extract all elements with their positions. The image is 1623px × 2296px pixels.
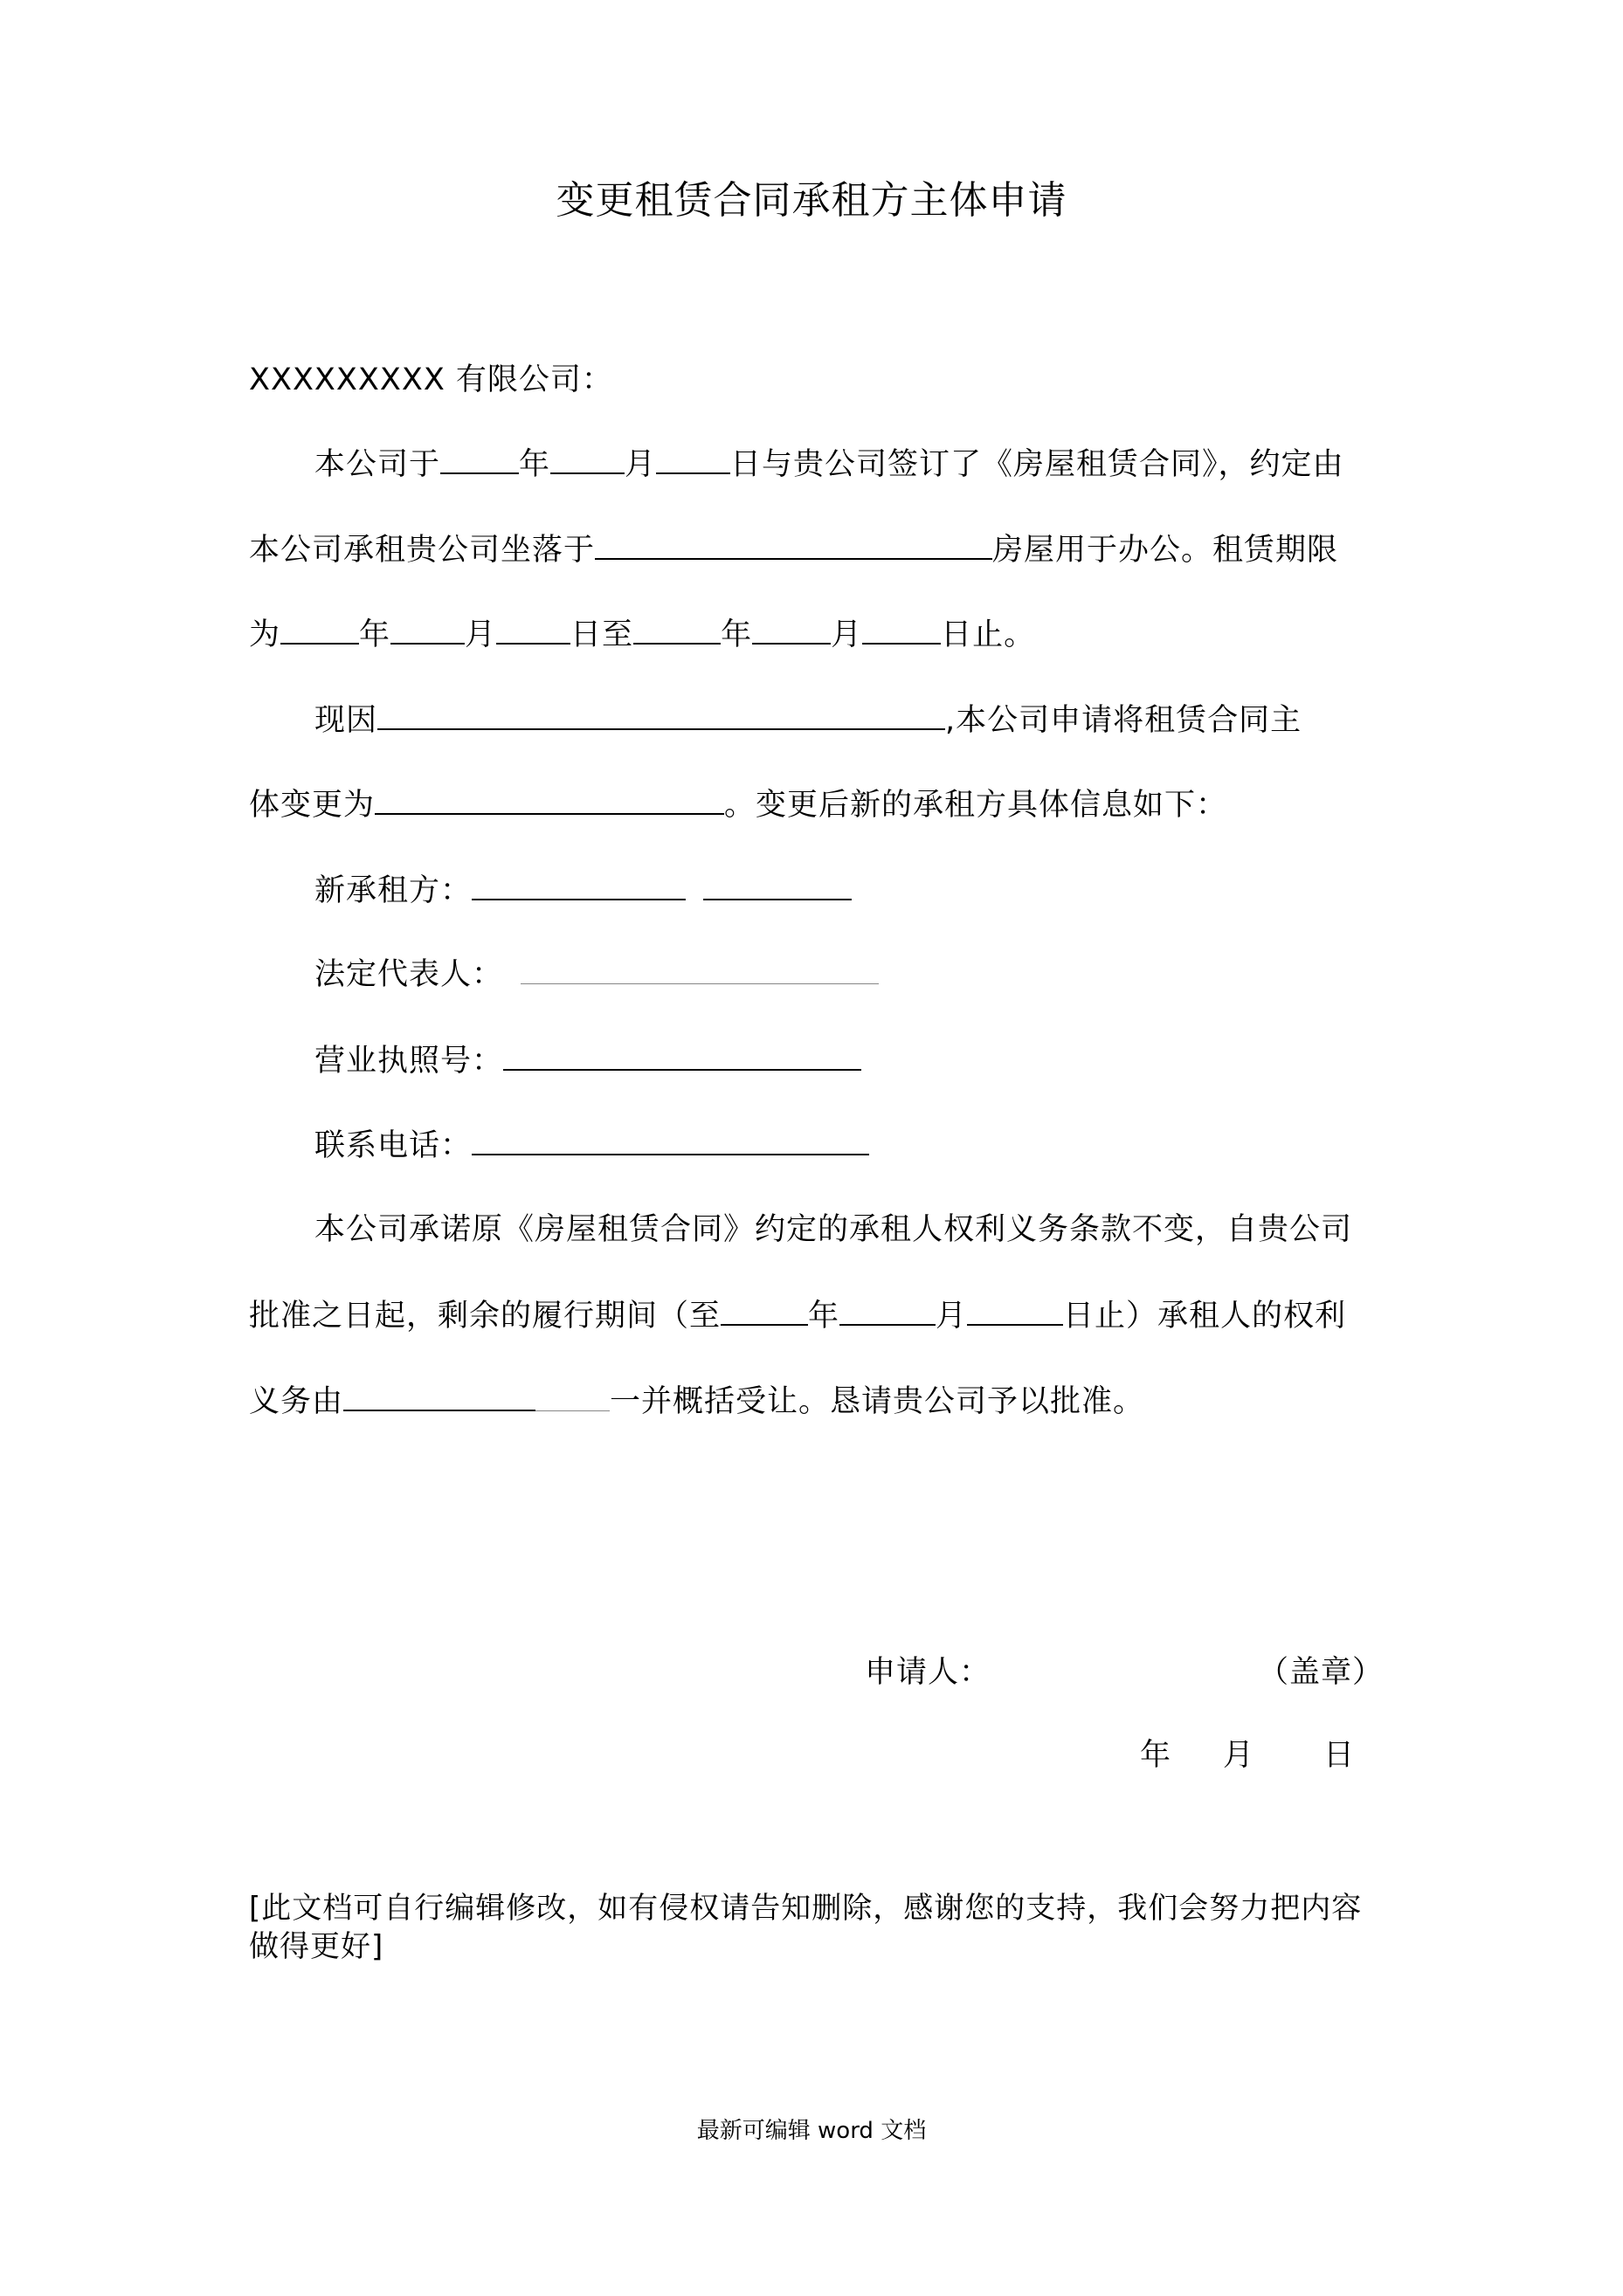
para1-line3	[249, 611, 1035, 657]
sign-date-day: 日	[1323, 1738, 1355, 1773]
sign-date-year: 年	[1140, 1738, 1171, 1773]
field-legal-rep-label: 法定代表人：	[314, 957, 504, 992]
para3-line3	[249, 1378, 1144, 1424]
field-phone-label: 联系电话：	[314, 1128, 473, 1163]
para1-line1-suffix: 日与贵公司签订了《房屋租赁合同》，约定由	[730, 447, 1344, 482]
sign-date-month: 月	[1223, 1738, 1254, 1773]
blank-new-subject[interactable]	[375, 782, 724, 815]
blank-end-month-2[interactable]	[839, 1293, 936, 1326]
para3-line2-prefix: 批准之日起，剩余的履行期间（至	[249, 1299, 722, 1334]
para2-line1-prefix: 现因	[314, 703, 378, 738]
para1-line1-prefix: 本公司于	[314, 447, 441, 482]
para2-line1	[314, 697, 1302, 742]
para1-line3-month1: 月	[465, 617, 497, 652]
para1-line1	[314, 441, 1344, 486]
para1-line3-month2: 月	[831, 617, 863, 652]
field-license	[314, 1038, 861, 1083]
para3-line3-prefix: 义务由	[249, 1384, 344, 1419]
para1-line2	[249, 527, 1338, 572]
blank-end-month[interactable]	[752, 611, 831, 645]
blank-new-lessee-1[interactable]	[472, 867, 686, 900]
blank-assignee[interactable]	[343, 1378, 535, 1411]
addressee: XXXXXXXXX 有限公司：	[249, 362, 613, 397]
para2-line2-suffix: 。变更后新的承租方具体信息如下：	[724, 788, 1228, 823]
para1-line3-prefix: 为	[249, 617, 281, 652]
document-title: 变更租赁合同承租方主体申请	[556, 178, 1067, 223]
para1-line2-suffix: 房屋用于办公。租赁期限	[992, 533, 1339, 568]
blank-end-day-2[interactable]	[967, 1293, 1063, 1326]
blank-reason[interactable]	[377, 697, 945, 730]
blank-start-day[interactable]	[496, 611, 570, 645]
para1-line3-dayto: 日至	[570, 617, 634, 652]
para2-line2	[249, 782, 1227, 827]
para2-line1-suffix: ,本公司申请将租赁合同主	[945, 703, 1302, 738]
blank-legal-rep[interactable]	[521, 952, 879, 984]
blank-license[interactable]	[503, 1038, 861, 1071]
field-new-lessee	[314, 867, 852, 913]
blank-assignee-ext[interactable]	[535, 1379, 610, 1411]
page-footer: 最新可编辑 word 文档	[696, 2118, 927, 2144]
blank-day[interactable]	[656, 441, 730, 474]
field-phone	[314, 1122, 869, 1168]
para1-line1-month: 月	[625, 447, 657, 482]
para3-line2-month: 月	[936, 1299, 968, 1334]
blank-year[interactable]	[440, 441, 519, 474]
para3-line2-year: 年	[808, 1299, 840, 1334]
para2-line2-prefix: 体变更为	[249, 788, 376, 823]
para3-line2	[249, 1293, 1346, 1338]
blank-end-year-2[interactable]	[721, 1293, 808, 1326]
blank-new-lessee-2[interactable]	[703, 867, 852, 900]
blank-end-year[interactable]	[633, 611, 721, 645]
blank-location[interactable]	[595, 527, 992, 560]
para3-line3-suffix: 一并概括受让。恳请贵公司予以批准。	[610, 1384, 1145, 1419]
edit-note: [此文档可自行编辑修改，如有侵权请告知删除，感谢您的支持，我们会努力把内容做得更好]	[249, 1891, 1363, 1964]
field-new-lessee-label: 新承租方：	[314, 873, 473, 908]
blank-phone[interactable]	[472, 1122, 869, 1155]
blank-end-day[interactable]	[862, 611, 941, 645]
blank-month[interactable]	[550, 441, 625, 474]
para1-line2-prefix: 本公司承租贵公司坐落于	[249, 533, 596, 568]
field-legal-rep	[314, 952, 879, 996]
para1-line3-year2: 年	[721, 617, 753, 652]
field-license-label: 营业执照号：	[314, 1044, 504, 1079]
para3-line2-suffix: 日止）承租人的权利	[1063, 1299, 1347, 1334]
para1-line1-year: 年	[519, 447, 551, 482]
blank-start-year[interactable]	[280, 611, 359, 645]
seal-label: （盖章）	[1258, 1655, 1385, 1690]
para1-line3-dayend: 日止。	[941, 617, 1036, 652]
applicant-label: 申请人：	[865, 1655, 991, 1690]
blank-start-month[interactable]	[390, 611, 465, 645]
para1-line3-year1: 年	[359, 617, 391, 652]
para3-line1: 本公司承诺原《房屋租赁合同》约定的承租人权利义务条款不变，自贵公司	[314, 1212, 1353, 1247]
